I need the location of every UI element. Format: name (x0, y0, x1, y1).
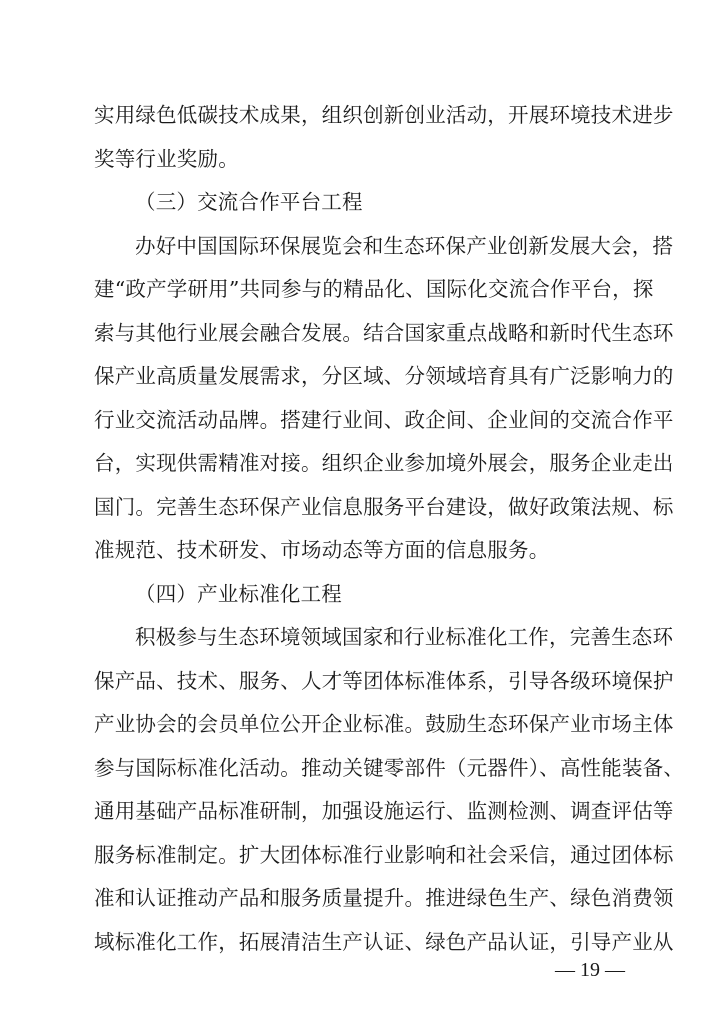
body-text-line: 通用基础产品标准研制，加强设施运行、监测检测、调查评估等 (94, 799, 674, 823)
body-text-line: 索与其他行业展会融合发展。结合国家重点战略和新时代生态环 (94, 321, 674, 345)
body-text-line: 准规范、技术研发、市场动态等方面的信息服务。 (94, 538, 550, 562)
body-text-line: 产业协会的会员单位公开企业标准。鼓励生态环保产业市场主体 (94, 712, 674, 736)
body-text-line: 服务标准制定。扩大团体标准行业影响和社会采信，通过团体标 (94, 843, 674, 867)
section-heading: （四）产业标准化工程 (135, 582, 342, 606)
paragraph-first-line: 积极参与生态环境领域国家和行业标准化工作，完善生态环 (135, 625, 674, 649)
body-text-line: 奖等行业奖励。 (94, 147, 239, 171)
body-text-line: 准和认证推动产品和服务质量提升。推进绿色生产、绿色消费领 (94, 886, 674, 910)
body-text-line: 域标准化工作，拓展清洁生产认证、绿色产品认证，引导产业从 (94, 930, 674, 954)
body-text-line: 实用绿色低碳技术成果，组织创新创业活动，开展环境技术进步 (94, 103, 674, 127)
paragraph-first-line: 办好中国国际环保展览会和生态环保产业创新发展大会，搭 (135, 234, 674, 258)
body-text-line: 保产品、技术、服务、人才等团体标准体系，引导各级环境保护 (94, 669, 674, 693)
body-text-line: 保产业高质量发展需求，分区域、分领域培育具有广泛影响力的 (94, 364, 674, 388)
section-heading: （三）交流合作平台工程 (135, 190, 363, 214)
body-text-line: 台，实现供需精准对接。组织企业参加境外展会，服务企业走出 (94, 451, 674, 475)
page-number: — 19 — (555, 959, 625, 981)
body-text-line: 行业交流活动品牌。搭建行业间、政企间、企业间的交流合作平 (94, 408, 674, 432)
body-text-line: 国门。完善生态环保产业信息服务平台建设，做好政策法规、标 (94, 495, 674, 519)
body-text-line: 参与国际标准化活动。推动关键零部件（元器件）、高性能装备、 (94, 756, 685, 780)
body-text-line: 建“政产学研用”共同参与的精品化、国际化交流合作平台，探 (94, 277, 654, 301)
